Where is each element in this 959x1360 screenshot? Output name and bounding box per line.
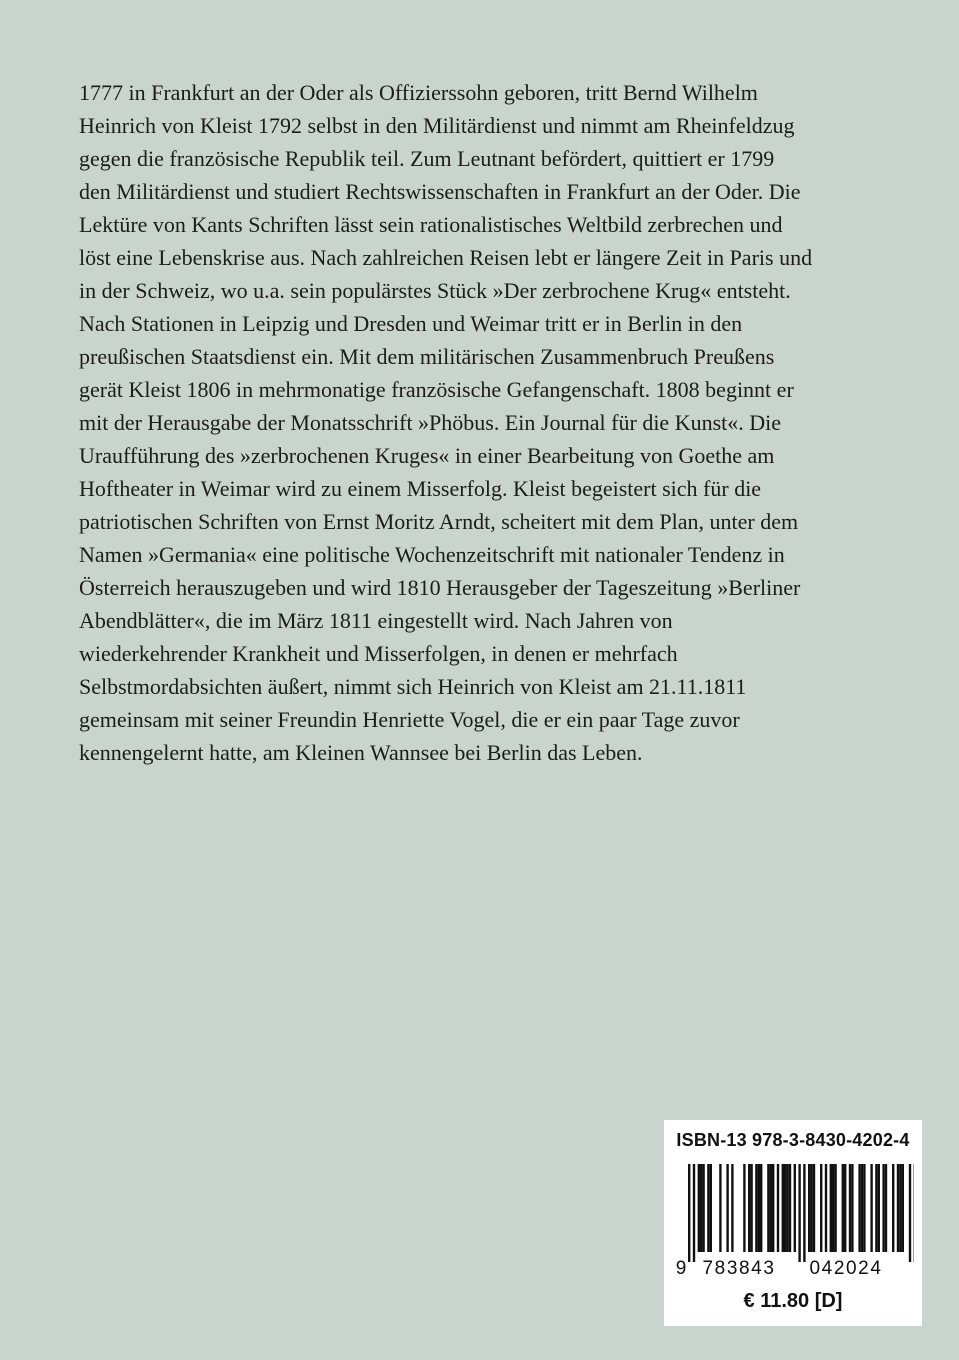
barcode-bar [842,1164,844,1252]
barcode-bar [897,1164,899,1252]
barcode-bar [885,1164,887,1252]
barcode-bar [719,1164,721,1252]
biography-line: Selbstmordabsichten äußert, nimmt sich Heinrich von Kleist am 21.11.1811 [79,674,747,699]
barcode-bar [861,1164,863,1252]
barcode-bar [772,1164,774,1252]
barcode-bar [858,1164,860,1252]
biography-line: Heinrich von Kleist 1792 selbst in den Militärdienst und nimmt am Rheinfeldzug [79,113,795,138]
author-biography [79,76,889,769]
biography-line: Uraufführung des »zerbrochenen Kruges« in einer Bearbeitung von Goethe am [79,443,775,468]
biography-line: kennengelernt hatte, am Kleinen Wannsee bei Berlin das Leben. [79,740,643,765]
barcode-bar [810,1164,812,1252]
biography-line: 1777 in Frankfurt an der Oder als Offizierssohn geboren, tritt Bernd Wilhelm [79,80,758,105]
barcode-bar [832,1164,834,1252]
barcode-bar [870,1164,872,1252]
barcode-bar [825,1164,827,1252]
barcode-bar [782,1164,784,1252]
biography-line: Lektüre von Kants Schriften lässt sein rationalistisches Weltbild zerbrechen und [79,212,783,237]
barcode-bar [878,1164,880,1252]
barcode-bar [863,1164,865,1252]
isbn-barcode-box [664,1120,922,1326]
barcode-bar [688,1164,690,1262]
barcode-bar [700,1164,702,1252]
barcode-bar [698,1164,700,1252]
biography-line: Hoftheater in Weimar wird zu einem Misserfolg. Kleist begeistert sich für die [79,476,762,501]
biography-line: in der Schweiz, wo u.a. sein populärstes Stück »Der zerbrochene Krug« entsteht. [79,278,791,303]
price-label: € 11.80 [D] [743,1290,843,1312]
barcode-bar [707,1164,709,1252]
biography-line: gegen die französische Republik teil. Zum Leutnant befördert, quittiert er 1799 [79,146,775,171]
barcode-bar [849,1164,851,1252]
barcode-bar [909,1164,911,1262]
barcode-bar [731,1164,733,1252]
biography-line: patriotischen Schriften von Ernst Moritz Arndt, scheitert mit dem Plan, unter dem [79,509,799,534]
barcode-bar [755,1164,757,1252]
barcode-bar [820,1164,822,1252]
barcode-bar [777,1164,779,1252]
barcode-bar [798,1164,800,1262]
barcode-bar [726,1164,728,1252]
barcode-bar [786,1164,788,1252]
barcode-bar [808,1164,810,1252]
barcode-bar [899,1164,901,1252]
biography-line: preußischen Staatsdienst ein. Mit dem militärischen Zusammenbruch Preußens [79,344,775,369]
ean13-barcode [674,1164,914,1276]
barcode-bar [844,1164,846,1252]
barcode-left-digits: 783843 [702,1258,776,1276]
biography-line: Abendblätter«, die im März 1811 eingestellt wird. Nach Jahren von [79,608,673,633]
biography-line: Österreich herauszugeben und wird 1810 Herausgeber der Tageszeitung »Berliner [79,575,801,600]
biography-line: Namen »Germania« eine politische Wochenzeitschrift mit nationaler Tendenz in [79,542,785,567]
biography-line: gerät Kleist 1806 in mehrmonatige französische Gefangenschaft. 1808 beginnt er [79,377,794,402]
barcode-first-digit: 9 [675,1258,687,1276]
barcode-bar [748,1164,750,1252]
barcode-bar [784,1164,786,1252]
barcode-bar [834,1164,836,1252]
barcode-bar [813,1164,815,1252]
barcode-bar [892,1164,894,1252]
biography-line: Nach Stationen in Leipzig und Dresden und Weimar tritt er in Berlin in den [79,311,743,336]
barcode-bar [794,1164,796,1252]
barcode-bar [789,1164,791,1252]
barcode-bar [851,1164,853,1252]
barcode-right-digits: 042024 [809,1258,883,1276]
biography-line: löst eine Lebenskrise aus. Nach zahlreichen Reisen lebt er längere Zeit in Paris und [79,245,813,270]
biography-line: gemeinsam mit seiner Freundin Henriette Vogel, die er ein paar Tage zuvor [79,707,740,732]
biography-line: mit der Herausgabe der Monatsschrift »Phöbus. Ein Journal für die Kunst«. Die [79,410,782,435]
barcode-bar [758,1164,760,1252]
barcode-bar [750,1164,752,1252]
barcode-bar [875,1164,877,1252]
barcode-bars [688,1164,914,1262]
biography-line: den Militärdienst und studiert Rechtswissenschaften in Frankfurt an der Oder. Die [79,179,801,204]
isbn-label: ISBN-13 978-3-8430-4202-4 [676,1130,910,1150]
barcode-bar [902,1164,904,1252]
biography-line: wiederkehrender Krankheit und Misserfolgen, in denen er mehrfach [79,641,678,666]
barcode-bar [710,1164,712,1252]
barcode-bar [702,1164,704,1252]
barcode-bar [882,1164,884,1252]
barcode-bar [830,1164,832,1252]
barcode-bar [693,1164,695,1262]
barcode-bar [743,1164,745,1252]
barcode-bar [760,1164,762,1252]
barcode-bar [767,1164,769,1252]
barcode-bar [803,1164,805,1262]
barcode-bar [770,1164,772,1252]
